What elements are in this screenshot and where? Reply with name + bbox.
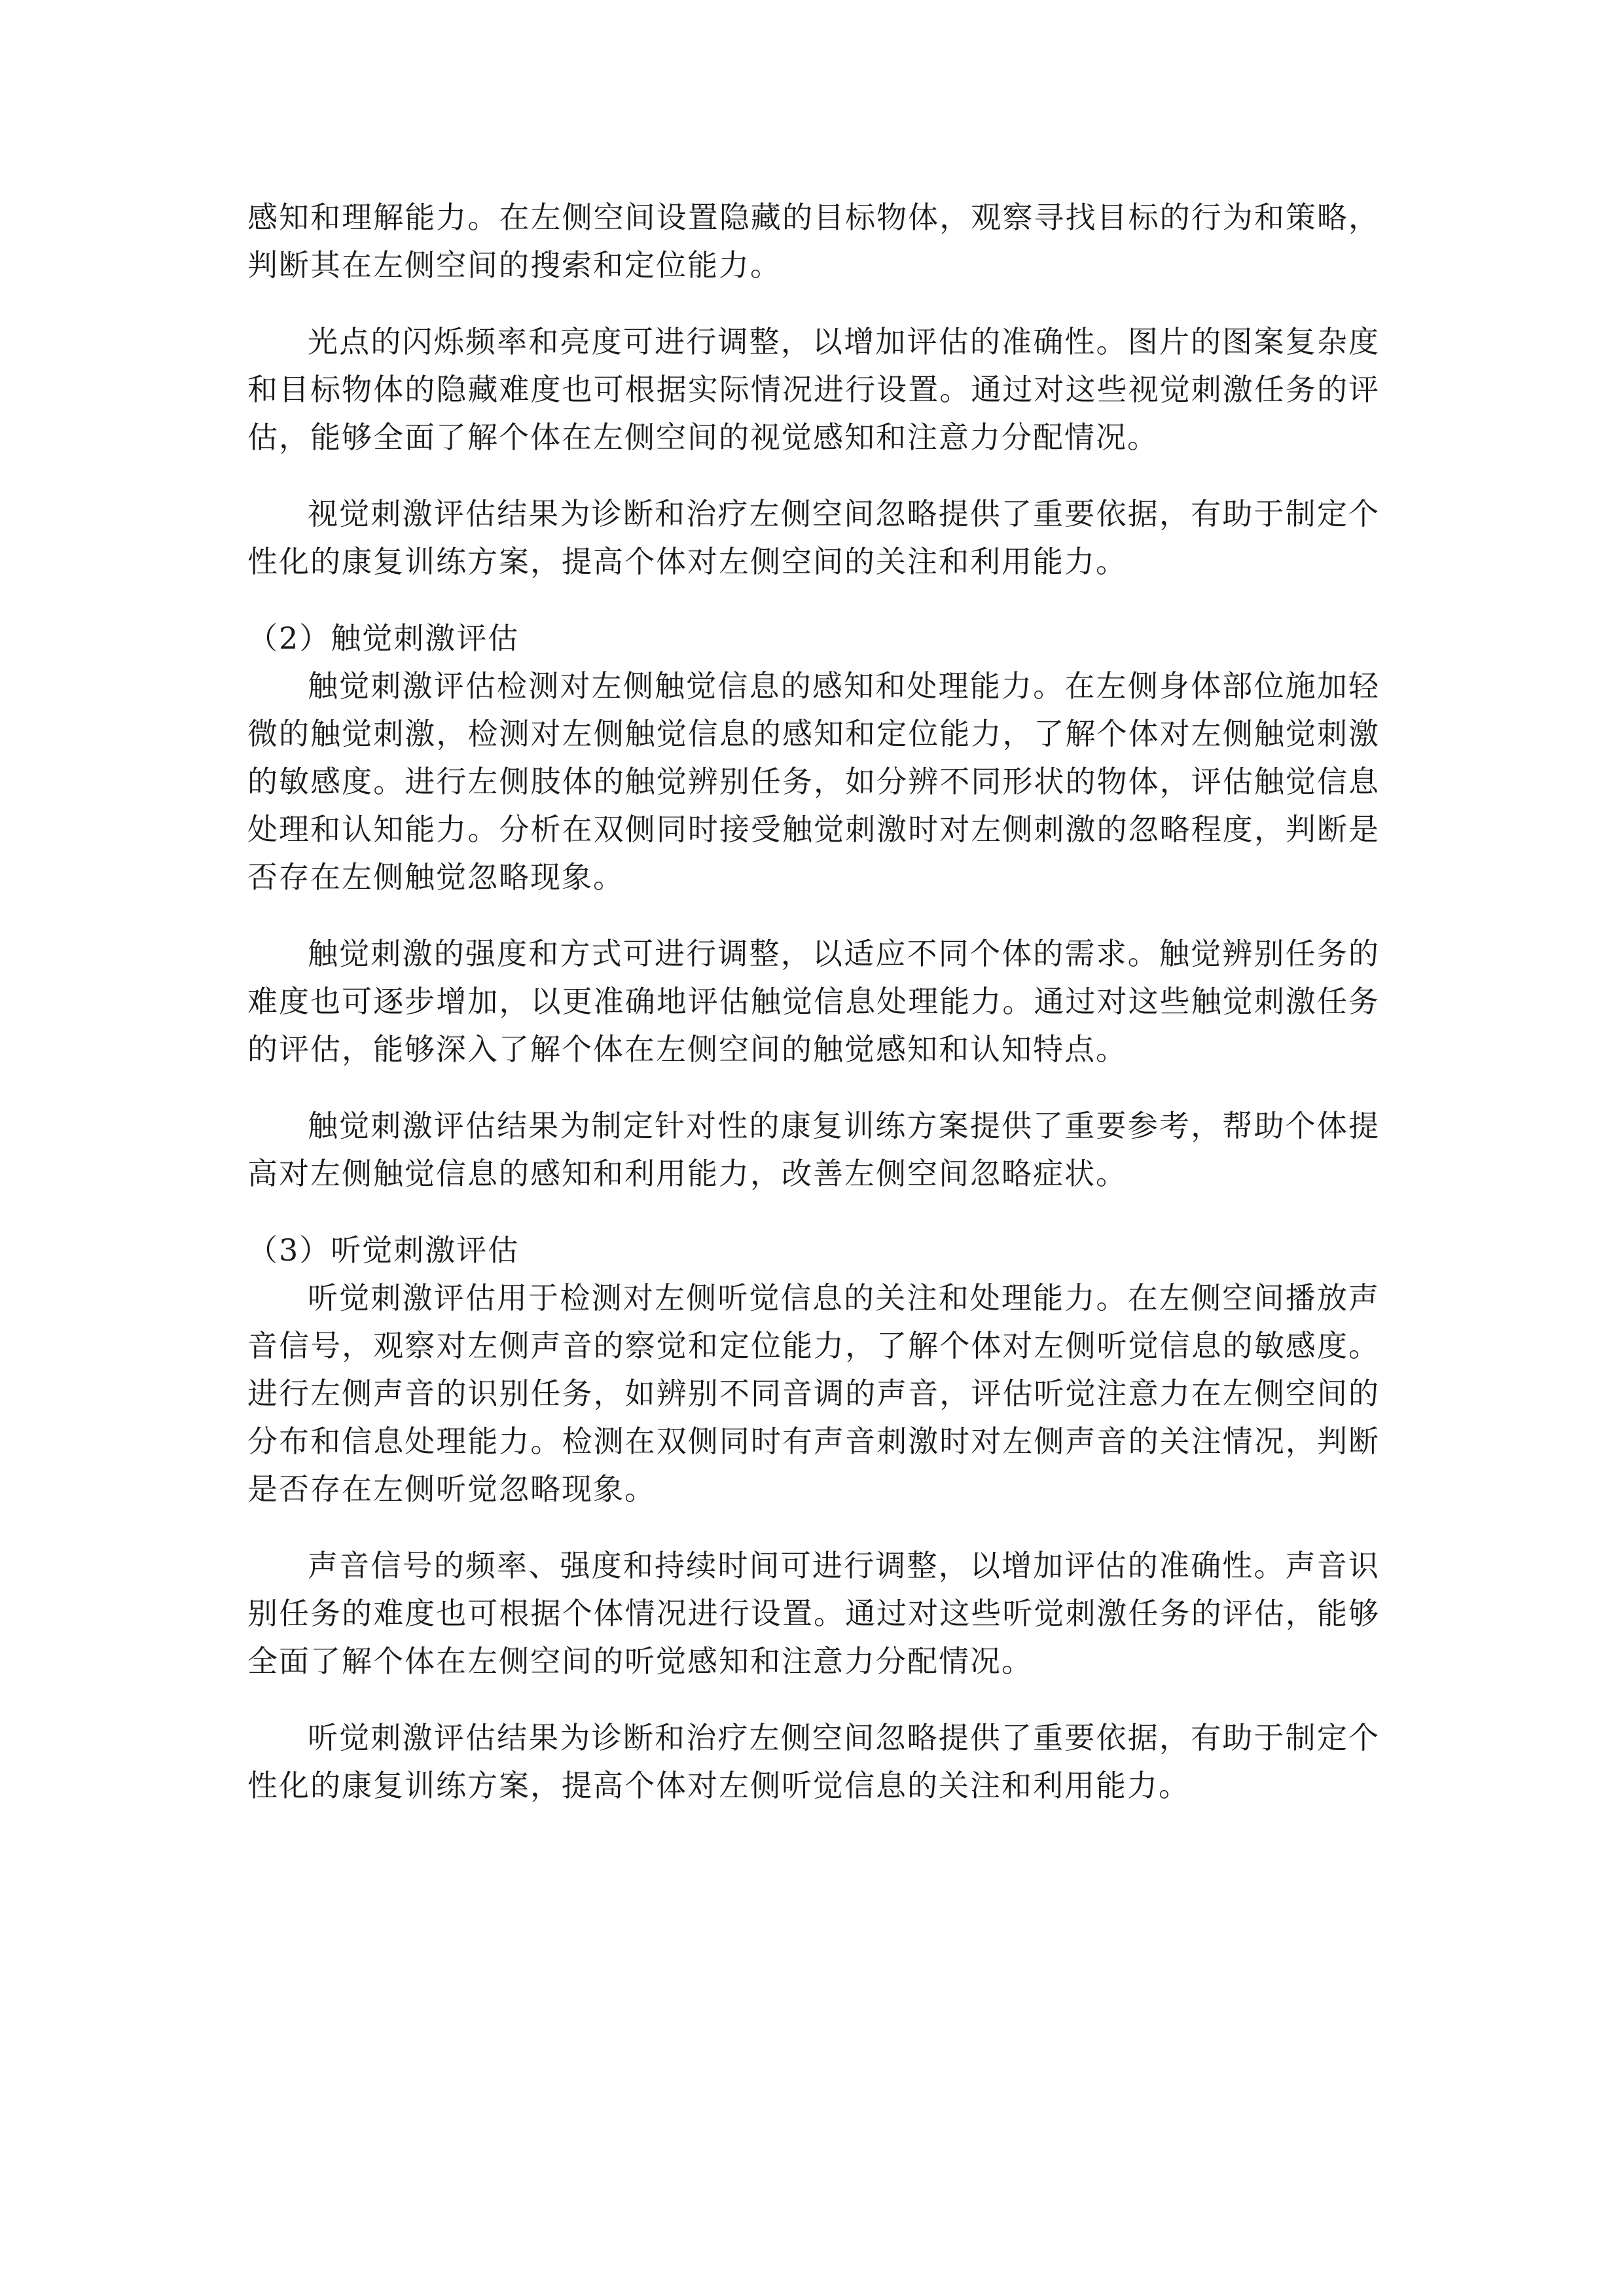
paragraph-tactile-description: 触觉刺激评估检测对左侧触觉信息的感知和处理能力。在左侧身体部位施加轻微的触觉刺激，检测对左侧触觉信息的感知和定位能力，了解个体对左侧触觉刺激的敏感度。进行左侧肢体的触觉辨别任务，如分辨不同形状的物体，评估触觉信息处理和认知能力。分析在双侧同时接受触觉刺激时对左侧刺激的忽略程度，判断是否存在左侧触觉忽略现象。 bbox=[247, 668, 1380, 895]
paragraph-tactile-adjustment: 触觉刺激的强度和方式可进行调整，以适应不同个体的需求。触觉辨别任务的难度也可逐步增加，以更准确地评估触觉信息处理能力。通过对这些触觉刺激任务的评估，能够深入了解个体在左侧空间的触觉感知和认知特点。 bbox=[247, 936, 1380, 1067]
paragraph-visual-adjustment: 光点的闪烁频率和亮度可进行调整，以增加评估的准确性。图片的图案复杂度和目标物体的隐藏难度也可根据实际情况进行设置。通过对这些视觉刺激任务的评估，能够全面了解个体在左侧空间的视觉感知和注意力分配情况。 bbox=[247, 324, 1380, 455]
paragraph-auditory-description: 听觉刺激评估用于检测对左侧听觉信息的关注和处理能力。在左侧空间播放声音信号，观察对左侧声音的察觉和定位能力，了解个体对左侧听觉信息的敏感度。进行左侧声音的识别任务，如辨别不同音调的声音，评估听觉注意力在左侧空间的分布和信息处理能力。检测在双侧同时有声音刺激时对左侧声音的关注情况，判断是否存在左侧听觉忽略现象。 bbox=[247, 1280, 1380, 1507]
paragraph-auditory-adjustment: 声音信号的频率、强度和持续时间可进行调整，以增加评估的准确性。声音识别任务的难度也可根据个体情况进行设置。通过对这些听觉刺激任务的评估，能够全面了解个体在左侧空间的听觉感知和注意力分配情况。 bbox=[247, 1548, 1380, 1679]
paragraph-tactile-result: 触觉刺激评估结果为制定针对性的康复训练方案提供了重要参考，帮助个体提高对左侧触觉信息的感知和利用能力，改善左侧空间忽略症状。 bbox=[247, 1108, 1380, 1191]
paragraph-continuation: 感知和理解能力。在左侧空间设置隐藏的目标物体，观察寻找目标的行为和策略，判断其在左侧空间的搜索和定位能力。 bbox=[247, 200, 1380, 283]
section-heading-tactile: （2）触觉刺激评估 bbox=[247, 620, 520, 656]
section-heading-auditory: （3）听觉刺激评估 bbox=[247, 1232, 520, 1268]
paragraph-visual-result: 视觉刺激评估结果为诊断和治疗左侧空间忽略提供了重要依据，有助于制定个性化的康复训练方案，提高个体对左侧空间的关注和利用能力。 bbox=[247, 496, 1380, 579]
paragraph-auditory-result: 听觉刺激评估结果为诊断和治疗左侧空间忽略提供了重要依据，有助于制定个性化的康复训练方案，提高个体对左侧听觉信息的关注和利用能力。 bbox=[247, 1720, 1380, 1803]
document-page bbox=[247, 194, 1380, 1810]
